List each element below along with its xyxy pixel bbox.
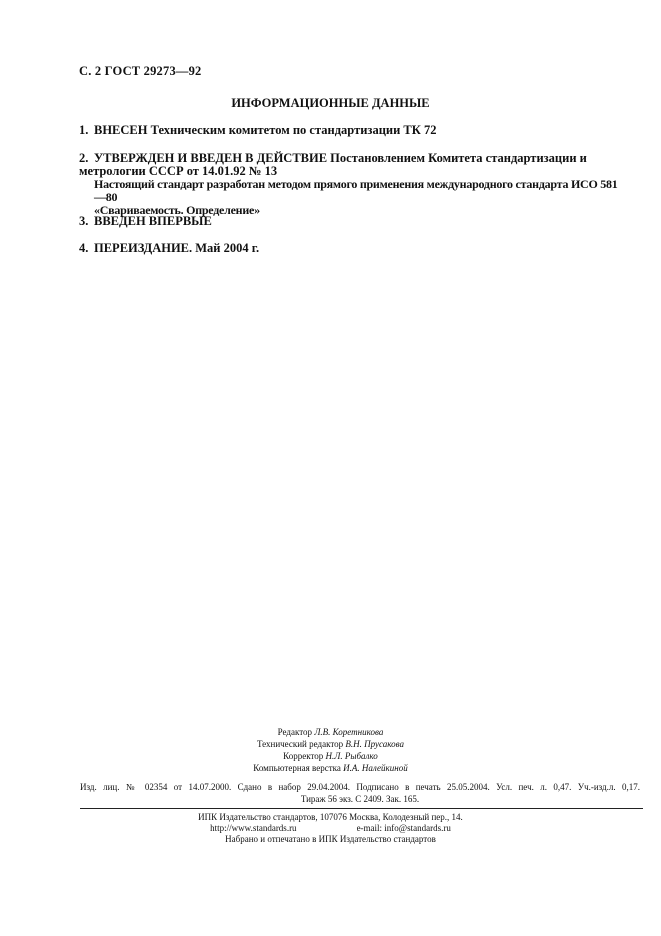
credit-role: Технический редактор bbox=[256, 739, 344, 749]
item-number: 2. bbox=[79, 151, 89, 165]
credit-line bbox=[0, 750, 661, 762]
info-item-3 bbox=[79, 215, 619, 228]
section-title: ИНФОРМАЦИОННЫЕ ДАННЫЕ bbox=[231, 96, 430, 110]
item-text: ВНЕСЕН Техническим комитетом по стандартизации ТК 72 bbox=[94, 123, 437, 137]
item-number: 1. bbox=[79, 123, 89, 137]
credit-role: Редактор bbox=[277, 727, 313, 737]
item-subtext-2: «Свариваемость. Определение» bbox=[94, 203, 260, 217]
imprint-line-2: Тираж 56 экз. С 2409. Зак. 165. bbox=[300, 794, 420, 804]
credit-line bbox=[0, 738, 661, 750]
credit-line bbox=[0, 762, 661, 774]
info-item-4 bbox=[79, 242, 619, 255]
publisher-printed: Набрано и отпечатано в ИПК Издательство стандартов bbox=[225, 834, 436, 844]
info-item-1 bbox=[79, 124, 619, 137]
publisher-contacts bbox=[0, 823, 661, 834]
credit-name: Н.Л. Рыбалко bbox=[325, 751, 378, 761]
credit-line bbox=[0, 726, 661, 738]
credit-role: Компьютерная верстка bbox=[253, 763, 341, 773]
info-item-2 bbox=[79, 152, 619, 217]
page-header: С. 2 ГОСТ 29273—92 bbox=[79, 64, 202, 78]
credits-block bbox=[0, 726, 661, 774]
item-number: 4. bbox=[79, 241, 89, 255]
item-text: УТВЕРЖДЕН И ВВЕДЕН В ДЕЙСТВИЕ Постановлением Комитета стандартизации и метрологии СССР от 14.01.92 № 13 bbox=[79, 151, 587, 178]
credit-name: И.А. Налейкиной bbox=[343, 763, 408, 773]
item-number: 3. bbox=[79, 214, 89, 228]
imprint-line-1: Изд. лиц. № 02354 от 14.07.2000. Сдано в набор 29.04.2004. Подписано в печать 25.05.2004. Усл. печ. л. 0,47. Уч.-изд.л. 0,17. bbox=[80, 782, 640, 792]
publisher-address: ИПК Издательство стандартов, 107076 Москва, Колодезный пер., 14. bbox=[198, 812, 463, 822]
item-text: ПЕРЕИЗДАНИЕ. Май 2004 г. bbox=[94, 241, 260, 255]
divider-rule bbox=[80, 808, 643, 809]
item-text: ВВЕДЕН ВПЕРВЫЕ bbox=[94, 214, 212, 228]
publisher-website[interactable]: http://www.standards.ru bbox=[210, 823, 297, 833]
item-subtext-1: Настоящий стандарт разработан методом прямого применения международного стандарта ИСО 581—80 bbox=[94, 177, 618, 204]
credit-name: В.Н. Прусакова bbox=[345, 739, 405, 749]
publisher-email[interactable]: e-mail: info@standards.ru bbox=[356, 823, 451, 833]
credit-name: Л.В. Коретникова bbox=[314, 727, 384, 737]
credit-role: Корректор bbox=[283, 751, 324, 761]
publisher-block bbox=[0, 812, 661, 845]
